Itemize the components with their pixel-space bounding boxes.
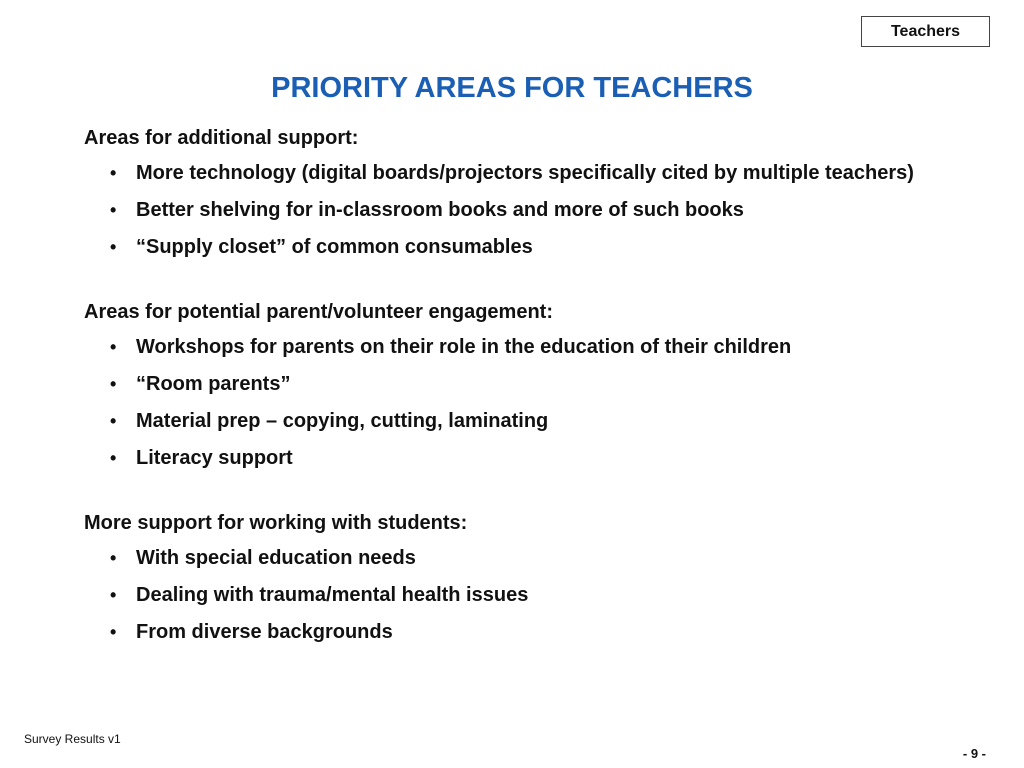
list-item-text: Material prep – copying, cutting, laminating [136, 410, 549, 432]
slide-title: PRIORITY AREAS FOR TEACHERS [271, 72, 753, 104]
bullet-icon: • [110, 448, 117, 468]
list-item [110, 545, 934, 571]
list-item-text: Literacy support [136, 447, 293, 469]
list-item-text: “Room parents” [136, 373, 291, 395]
list-item [110, 334, 934, 360]
section-tag: Teachers [861, 16, 990, 47]
bullet-list [84, 334, 934, 471]
bullet-icon: • [110, 337, 117, 357]
list-item [110, 197, 934, 223]
list-item-text: Better shelving for in-classroom books and more of such books [136, 199, 744, 221]
list-item-text: Workshops for parents on their role in the education of their children [136, 336, 792, 358]
bullet-icon: • [110, 163, 117, 183]
section-student-support [84, 509, 934, 645]
bullet-icon: • [110, 585, 117, 605]
page-number: - 9 - [962, 746, 986, 761]
list-item [110, 371, 934, 397]
list-item [110, 582, 934, 608]
bullet-list [84, 545, 934, 645]
slide-content [84, 124, 934, 683]
list-item [110, 445, 934, 471]
section-heading: Areas for potential parent/volunteer engagement: [84, 301, 553, 323]
list-item-text: With special education needs [136, 547, 416, 569]
bullet-icon: • [110, 200, 117, 220]
section-parent-engagement [84, 298, 934, 471]
bullet-icon: • [110, 237, 117, 257]
section-heading: More support for working with students: [84, 512, 468, 534]
list-item [110, 408, 934, 434]
bullet-icon: • [110, 548, 117, 568]
list-item [110, 619, 934, 645]
bullet-list [84, 160, 934, 260]
footer-document-label: Survey Results v1 [24, 732, 121, 746]
list-item [110, 160, 934, 186]
bullet-icon: • [110, 374, 117, 394]
section-additional-support [84, 124, 934, 260]
list-item [110, 234, 934, 260]
list-item-text: From diverse backgrounds [136, 621, 393, 643]
section-heading: Areas for additional support: [84, 127, 359, 149]
bullet-icon: • [110, 622, 117, 642]
bullet-icon: • [110, 411, 117, 431]
list-item-text: Dealing with trauma/mental health issues [136, 584, 529, 606]
list-item-text: More technology (digital boards/projectors specifically cited by multiple teachers) [136, 162, 914, 184]
list-item-text: “Supply closet” of common consumables [136, 236, 533, 258]
